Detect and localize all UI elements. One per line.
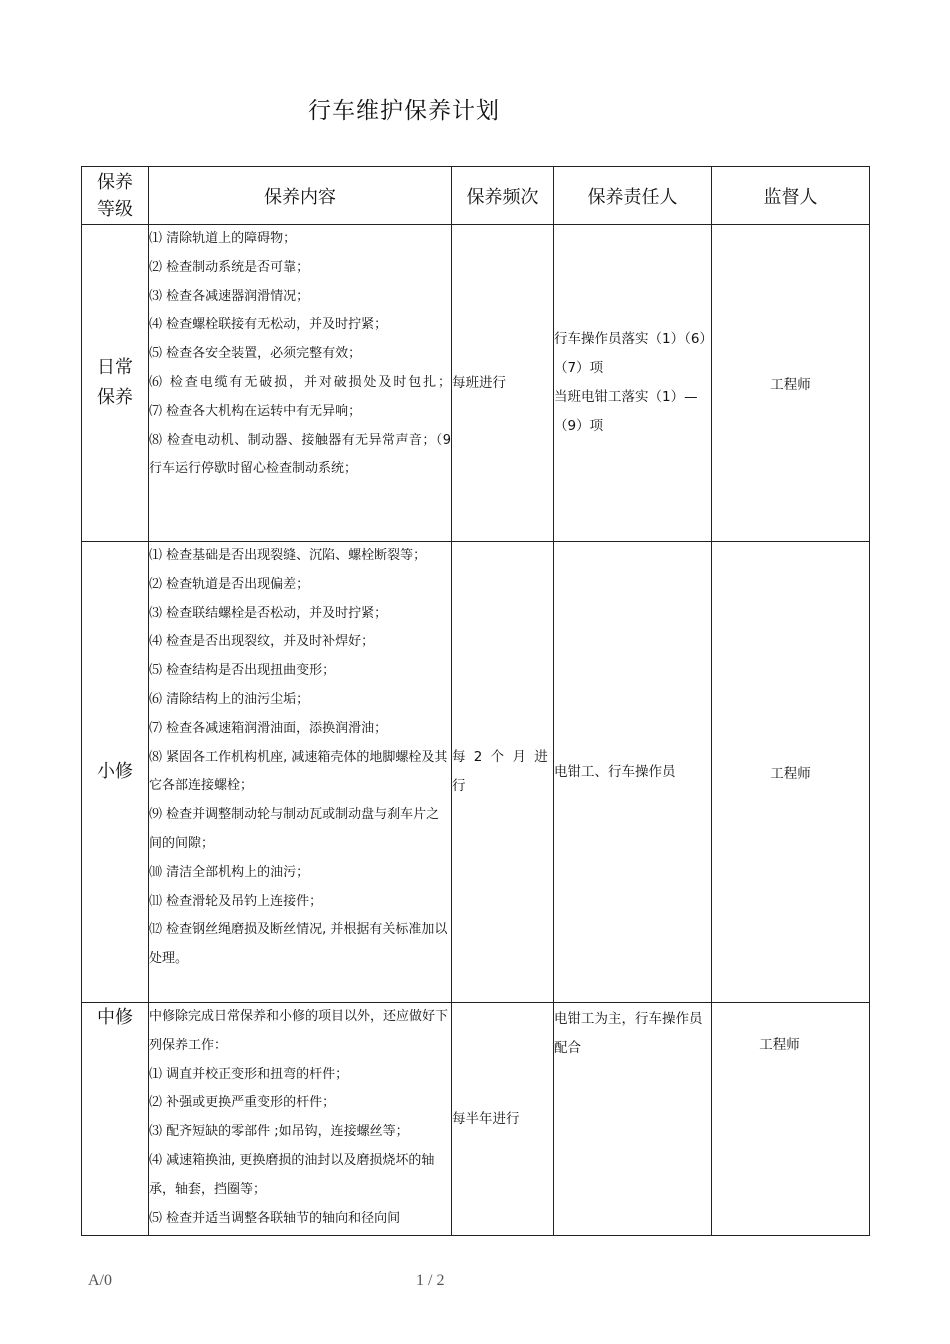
table-row [82,225,870,542]
list-item: ⑴ 清除轨道上的障碍物； [149,231,297,246]
list-item: ⑴ 调直并校正变形和扭弯的杆件； [149,1066,349,1082]
list-item: ⑷ 检查螺栓联接有无松动，并及时拧紧； [149,317,388,333]
list-item: ⑻ 紧固各工作机构机座, 减速箱壳体的地脚螺栓及其它各部连接螺栓； [149,749,448,794]
row-level: 日常保养 [82,225,149,542]
list-item: ⑵ 补强或更换严重变形的杆件； [149,1095,336,1111]
responsible-line: 行车操作员落实（1）（6）（7）项 [554,331,707,377]
list-item: ⑷ 减速箱换油, 更换磨损的油封以及磨损烧坏的轴承，轴套，挡圈等； [149,1152,435,1197]
row-level: 小修 [82,542,149,1003]
header-supervisor: 监督人 [712,167,870,225]
row-frequency: 每班进行 [452,225,554,542]
row-content [149,225,452,542]
row-content [149,1003,452,1236]
row-supervisor: 工程师 [712,225,870,542]
list-item: ⑸ 检查并适当调整各联轴节的轴向和径向间 [149,1210,401,1226]
responsible-line: 电钳工、行车操作员 [554,763,676,780]
row-responsible [554,225,712,542]
row-supervisor: 工程师 [712,542,870,1003]
header-frequency: 保养频次 [452,167,554,225]
list-item: ⑹ 清除结构上的油污尘垢； [149,691,310,707]
list-item: ⑴ 检查基础是否出现裂缝、沉陷、螺栓断裂等； [149,548,427,563]
header-responsible: 保养责任人 [554,167,712,225]
document-title: 行车维护保养计划 [308,98,500,124]
list-item: ⑸ 检查结构是否出现扭曲变形； [149,663,336,679]
row-frequency: 每半年进行 [452,1003,554,1236]
header-content: 保养内容 [149,167,452,225]
list-item: ⑶ 配齐短缺的零部件 ;如吊钩，连接螺丝等； [149,1124,409,1140]
list-item: ⑽ 清洁全部机构上的油污； [149,864,310,880]
table-row [82,542,870,1003]
list-item: ⑿ 检查钢丝绳磨损及断丝情况, 并根据有关标准加以处理。 [149,922,448,967]
page-number: 1 / 2 [416,1272,445,1289]
list-item: ⑺ 检查各大机构在运转中有无异响； [149,403,362,419]
list-item: ⑺ 检查各减速箱润滑油面，添换润滑油； [149,720,388,736]
list-item: ⑸ 检查各安全装置，必须完整有效； [149,346,362,362]
list-item: ⑵ 检查制动系统是否可靠； [149,259,310,275]
row-supervisor: 工程师 [712,1003,870,1236]
list-item: ⑶ 检查联结螺栓是否松动，并及时拧紧； [149,605,388,621]
row-responsible [554,1003,712,1236]
header-level: 保养等级 [82,167,149,225]
list-item: ⑻ 检查电动机、制动器、接触器有无异常声音；（9 行车运行停歇时留心检查制动系统； [149,432,451,477]
list-item: ⑶ 检查各减速器润滑情况； [149,288,310,304]
list-item: ⑼ 检查并调整制动轮与制动瓦或制动盘与刹车片之间的间隙； [149,807,440,851]
footer-version: A/0 [88,1272,112,1289]
maintenance-plan-table [81,166,870,1236]
list-item: ⑵ 检查轨道是否出现偏差； [149,576,310,592]
row-frequency: 每 2 个 月 进行 [452,542,554,1003]
row-responsible [554,542,712,1003]
responsible-line: 电钳工为主，行车操作员配合 [554,1011,703,1056]
list-item: 中修除完成日常保养和小修的项目以外，还应做好下列保养工作： [149,1009,449,1053]
table-header-row [82,167,870,225]
table-row [82,1003,870,1236]
list-item: ⑷ 检查是否出现裂纹，并及时补焊好； [149,634,375,650]
row-level: 中修 [82,1003,149,1236]
list-item: ⑾ 检查滑轮及吊钓上连接件； [149,893,323,909]
responsible-line: 当班电钳工落实（1）—（9）项 [554,389,698,434]
list-item: ⑹ 检查电缆有无破损，并对破损处及时包扎； [149,374,451,390]
row-content [149,542,452,1003]
